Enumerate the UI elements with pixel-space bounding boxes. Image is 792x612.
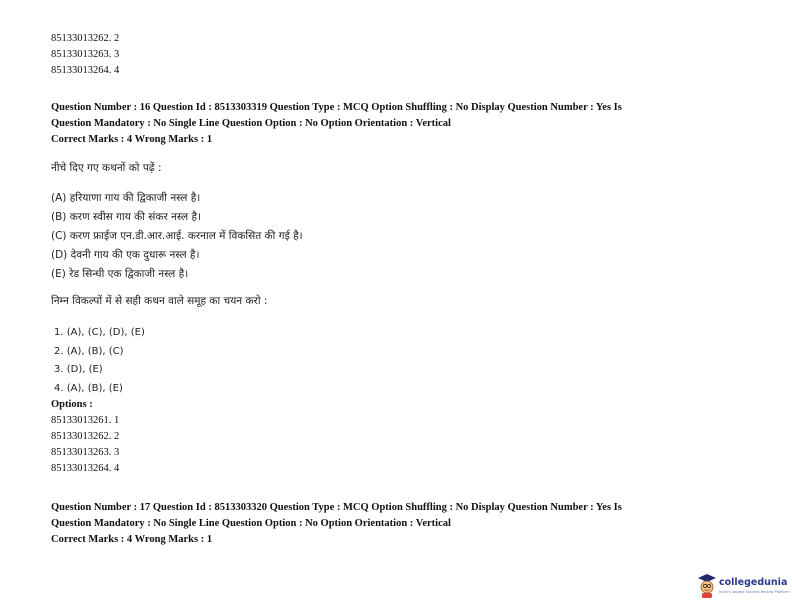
option-line: 85133013262. 2 [51,431,120,442]
question-prompt: नीचे दिए गए कथनों को पढ़ें : [51,162,162,174]
question-header-line: Question Mandatory : No Single Line Question Option : No Option Orientation : Vertical [51,118,451,129]
statement-a: (A) हरियाणा गाय की द्विकाजी नस्ल है। [51,192,201,204]
options-label: Options : [51,399,93,410]
collegedunia-logo [697,573,790,603]
option-line: 85133013263. 3 [51,49,120,60]
option-line: 85133013263. 3 [51,447,120,458]
statement-e: (E) रेड सिन्धी एक द्विकाजी नस्ल है। [51,268,189,280]
statement-c: (C) करण फ्राईज एन.डी.आर.आई. करनाल में विकसित की गई है। [51,230,303,242]
answer-choice: 3. (D), (E) [54,364,103,375]
answer-choice-list [54,324,145,398]
answer-choice: 1. (A), (C), (D), (E) [54,327,145,338]
option-line: 85133013261. 1 [51,415,120,426]
question-header-line: Question Number : 17 Question Id : 8513303320 Question Type : MCQ Option Shuffling : No Display Question Number : Yes Is [51,502,622,513]
question-16-header [51,100,622,148]
graduate-mascot-icon [697,573,717,599]
question-instruction: निम्न विकल्पों में से सही कथन वाले समूह का चयन करो : [51,295,268,307]
options-list [51,397,119,477]
statement-b: (B) करण स्वीस गाय की संकर नस्ल है। [51,211,201,223]
previous-options-list [51,31,119,79]
statement-d: (D) देवनी गाय की एक दुधारू नस्ल है। [51,249,200,261]
answer-choice: 4. (A), (B), (E) [54,382,123,394]
option-line: 85133013264. 4 [51,463,120,474]
question-header-line: Question Mandatory : No Single Line Question Option : No Option Orientation : Vertical [51,518,451,529]
question-header-line: Correct Marks : 4 Wrong Marks : 1 [51,134,213,145]
question-17-header [51,500,622,548]
question-header-line: Question Number : 16 Question Id : 8513303319 Question Type : MCQ Option Shuffling : No Display Question Number : Yes Is [51,102,622,113]
question-header-line: Correct Marks : 4 Wrong Marks : 1 [51,534,213,545]
option-line: 85133013262. 2 [51,33,120,44]
logo-tagline: India's largest Student Review Platform [719,590,790,594]
statement-list [51,189,303,284]
logo-name: collegedunia [719,577,788,588]
answer-choice: 2. (A), (B), (C) [54,345,124,357]
option-line: 85133013264. 4 [51,65,120,76]
